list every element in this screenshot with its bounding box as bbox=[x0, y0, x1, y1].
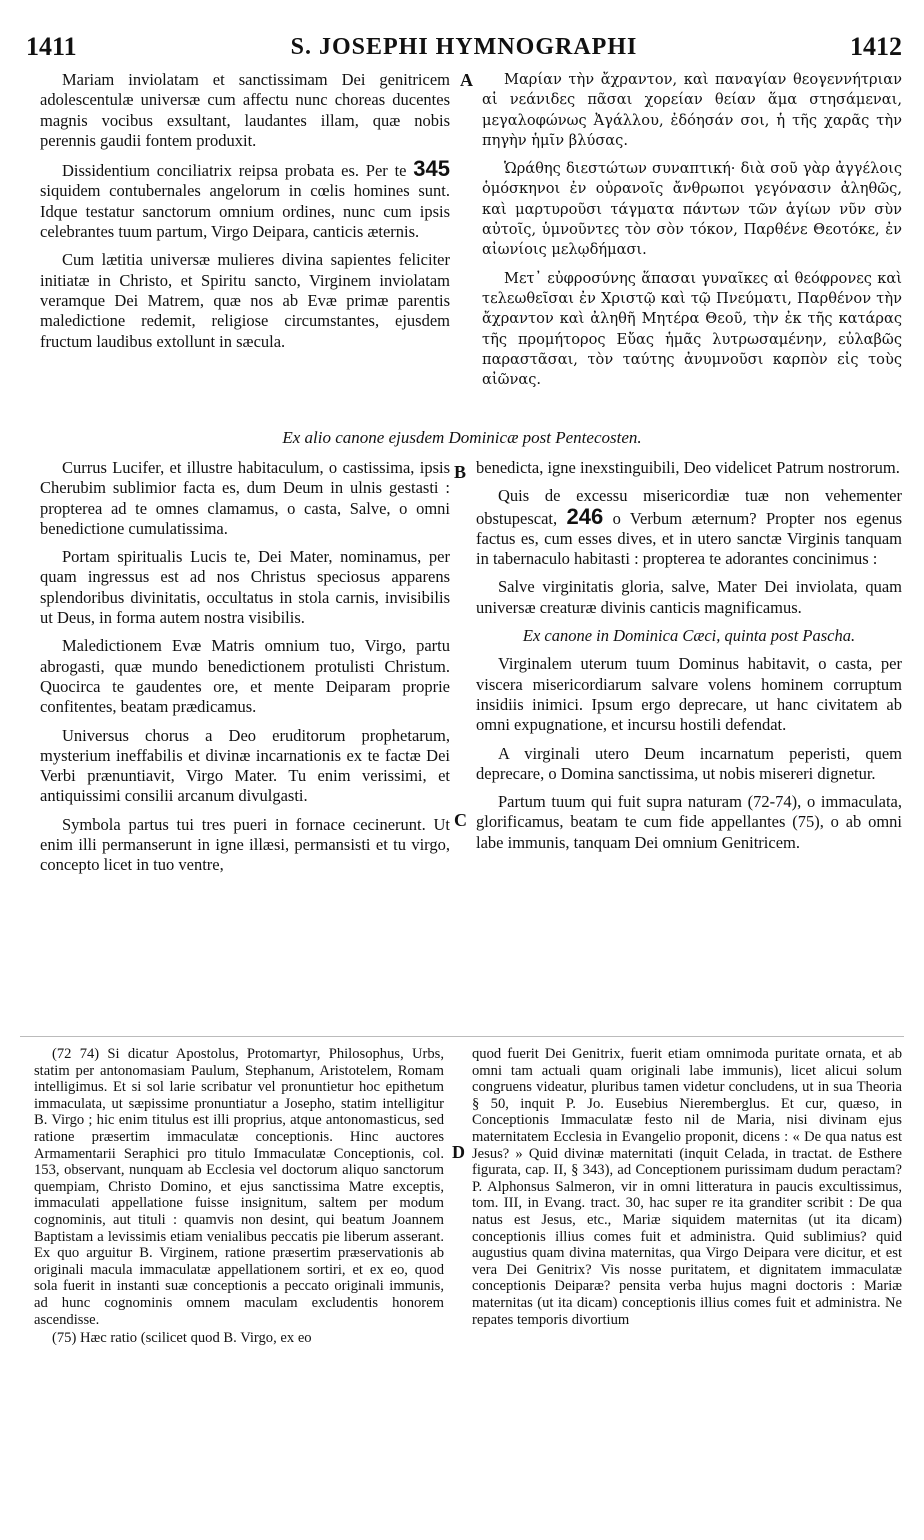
latin-column-top bbox=[40, 70, 450, 360]
left-column bbox=[40, 458, 450, 884]
hymn-paragraph: Universus chorus a Deo eruditorum prophetarum, mysterium ineffabilis et divinæ incarnationis ex te factæ Dei Verbi prænuntiavit, Virgo Mater. Tu enim verissimi, et antiquissimi consilii arcanum divulgasti. bbox=[40, 725, 450, 806]
footnote: (72 74) Si dicatur Apostolus, Protomartyr, Philosophus, Urbs, statim per antonomasiam Paulum, Stephanum, Aristotelem, Romam intelligimus. Et si sol larie scribatur vel pronuntietur hoc epithetum immaculata, ut sæpissime pronuntiatur a Josepho, statim intelligitur B. Virgo ; hic enim titulus est illi proprius, atque antonomasticus, sed ratione præsertim immaculatæ conceptionis. Hinc auctores Armamentarii Seraphici pro titulo Immaculatæ Conceptionis, col. 153, observant, nunquam ab Ecclesia vel doctorum aliquo sanctorum quempiam, Christo Domino, et ejus sanctissima Matre exceptis, immaculati appellatione fuisse insignitum, saltem per modum cognominis, aut tituli : quamvis non desint, qui beatum Joannem Baptistam a levissimis etiam venialibus peccatis pie liberum asserant. Ex quo arguitur B. Virginem, ratione præsertim præservationis ab originali macula immaculatæ appellationem sortiri, et ex eo, quod sola fuerit in instanti suæ conceptionis a peccato originali immunis, ad hunc cognominis omnem maculam excludentis honorem ascendisse. bbox=[34, 1046, 444, 1328]
greek-paragraph: Μαρίαν τὴν ἄχραντον, καὶ παναγίαν θεογεννήτριαν αἱ νεάνιδες πᾶσαι χορείαν θείαν ἅμα στησάμεναι, μεγαλοφώνως Ἀγάλλου, ἐδόησάν σοι, ἡ τῆς χαρᾶς τὴν πηγὴν ἡμῖν βλύσας. bbox=[482, 71, 902, 149]
section-subtitle: Ex canone in Dominica Cæci, quinta post Pascha. bbox=[522, 626, 856, 646]
hymn-paragraph: Currus Lucifer, et illustre habitaculum, o castissima, ipsis Cherubim sublimior facta es, dum Deum in ulnis gestasti : propterea ad te omnes clamamus, o casta, Salve, o omni benedictione cumulatissima. bbox=[40, 458, 450, 538]
margin-marker-b: B bbox=[454, 462, 467, 482]
hymn-paragraph: Symbola partus tui tres pueri in fornace cecinerunt. Ut enim illi permanserunt in igne illæsi, permansisti et tu virgo, concepto licet in tuo ventre, bbox=[40, 814, 450, 875]
footnote-continuation: quod fuerit Dei Genitrix, fuerit etiam omnimoda puritate ornata, et ab omni tam actuali quam originali labe immunis), licet alicui solum congruens videatur, pluribus tamen videtur concludens, ut in sua Theoria § 50, inquit P. Jo. Eusebius Nieremberglus. Et cur, quæso, in Conceptionis Immaculatæ festo nil de Maria, nisi divinam ejus maternitatem Ecclesia in Evangelio proponit, dicens : « De qua natus est Jesus? » Quid divinæ maternitati (inquit Celada, in tractat. de Esthere figurata, cap. II, § 343), ad Conceptionem purissimam dudum peractam? P. Alphonsus Salmeron, vir in omni litteratura in paucis excultissimus, tom. III, in Evang. tract. 30, hac super re ita granditer scribit : De qua natus est Jesus, etc., Mariæ siquidem maternitas (ut ita dicam) conceptionis illius comes fuit et administra. Quid sublimius? quid augustius quam divina maternitas, qua Virgo Deipara vere dicitur, et est vera Dei Genitrix? Vis nosse puritatem, et dignitatem immaculatæ conceptionis Deiparæ? pensita verba hujus magni doctoris : Mariæ maternitas (ut ita dicam) conceptionis illius comes fuit et administra. Ne repates temporis divortium bbox=[472, 1046, 902, 1328]
greek-paragraph: Ὡράθης διεστώτων συναπτική· διὰ σοῦ γὰρ ἀγγέλοις ὁμόσκηνοι ἐν οὐρανοῖς ἄνθρωποι γεγόνασιν ἀληθῶς, καὶ μαρτυροῦσι τάγματα πάντων τῶν ἁγίων νῦν σὺν αὐτοῖς, ὑμνοῦντες τὸν σὸν τόκον, Παρθένε Θεοτόκε, ἐν αἰωνίοις μελῳδήμασι. bbox=[482, 160, 902, 259]
hymn-paragraph: Maledictionem Evæ Matris omnium tuo, Virgo, partu abrogasti, quæ mundo benedictionem protulisti Christum. Quocirca te gaudentes ore, et mente Deiparam proprie confitentes, beatam prædicamus. bbox=[40, 636, 450, 717]
column-number: 345 bbox=[413, 156, 450, 182]
margin-marker-a: A bbox=[460, 70, 473, 90]
hymn-paragraph: Portam spiritualis Lucis te, Dei Mater, nominamus, per quam ingressus est ad nos Christus speciosus apparens splendoribus divinitatis, occultatus in stola carnis, invisibilis ut Deus, in forma autem nostra visibilis. bbox=[40, 547, 450, 628]
column-number: 246 bbox=[566, 503, 604, 529]
right-column bbox=[476, 458, 902, 861]
margin-marker-c: C bbox=[454, 810, 467, 830]
footnote-divider bbox=[20, 1036, 904, 1037]
greek-paragraph: Μετ᾽ εὐφροσύνης ἅπασαι γυναῖκες αἱ θεόφρονες καὶ τελεωθεῖσαι ἐν Χριστῷ καὶ τῷ Πνεύματι, Παρθένον τὴν ἄχραντον καὶ ἀληθῆ Μητέρα Θεοῦ, τὴν ἐκ τῆς κατάρας τῆς προμήτορος Εὔας ἡμᾶς λυτρωσαμένην, εὐλαβῶς παραστᾶσαι, τὸν ταύτης ἀνυμνοῦσι καρπὸν εἰς τοὺς αἰῶνας. bbox=[482, 269, 902, 389]
hymn-paragraph: benedicta, igne inexstinguibili, Deo videlicet Patrum nostrorum. bbox=[476, 458, 900, 477]
latin-paragraph: Dissidentium conciliatrix reipsa probata es. Per te 345 siquidem contubernales angelorum in cœlis homines sunt. Idque testatur sanctorum omnium ordines, nunc cum ipsis celebrantes tuum partum, Virgo Deipara, canticis æternis. bbox=[40, 156, 450, 242]
footnotes-right bbox=[472, 1046, 902, 1330]
page-number-left: 1411 bbox=[26, 32, 77, 61]
hymn-paragraph: Partum tuum qui fuit supra naturam (72-74), o immaculata, glorificamus, beatam te cum fide appellantes (75), o ab omni labe immunis, tanquam Dei omnium Genitricem. bbox=[476, 792, 902, 852]
latin-paragraph: Mariam inviolatam et sanctissimam Dei genitricem adolescentulæ universæ cum affectu nunc choreas ducentes magnis vocibus exsultant, laudantes illam, quæ nobis perennis gaudii fontem produxit. bbox=[40, 70, 450, 150]
running-title: S. JOSEPHI HYMNOGRAPHI bbox=[290, 34, 638, 60]
page-number-right: 1412 bbox=[850, 32, 902, 61]
section-title: Ex alio canone ejusdem Dominicæ post Pentecosten. bbox=[282, 428, 642, 447]
margin-marker-d: D bbox=[452, 1142, 465, 1162]
hymn-paragraph: A virginali utero Deum incarnatum peperisti, quem deprecare, o Domina sanctissima, ut nobis misereri dignetur. bbox=[476, 743, 902, 783]
greek-column-top bbox=[482, 70, 902, 398]
footnotes-left bbox=[34, 1046, 444, 1349]
page-header bbox=[26, 32, 902, 66]
hymn-paragraph: Virginalem uterum tuum Dominus habitavit, o casta, per viscera misericordiarum salvare volens hominem corruptum insidiis inimici. Ipsum ergo deprecare, ut hanc civitatem ab omni expugnatione, et incursu hostili defendat. bbox=[476, 654, 902, 735]
latin-paragraph: Cum lætitia universæ mulieres divina sapientes feliciter initiatæ in Christo, et Spiritu sancto, Virginem inviolatam veramque Dei Matrem, quæ nos ab Evæ primæ parentis maledictione redemit, religiose circumstantes, ejusdem fructum laudibus extollunt in sæcula. bbox=[40, 250, 450, 351]
hymn-paragraph: Salve virginitatis gloria, salve, Mater Dei inviolata, quam universæ creaturæ divinis canticis magnificamus. bbox=[476, 577, 902, 617]
hymn-paragraph: Quis de excessu misericordiæ tuæ non vehementer obstupescat, 246 o Verbum æternum? Propter nos egenus factus es, cum esses dives, et in utero sanctæ Virginis tanquam in tabernaculo habitasti : propterea te adorantes concinimus : bbox=[476, 486, 902, 569]
footnote: (75) Hæc ratio (scilicet quod B. Virgo, ex eo bbox=[52, 1330, 312, 1347]
